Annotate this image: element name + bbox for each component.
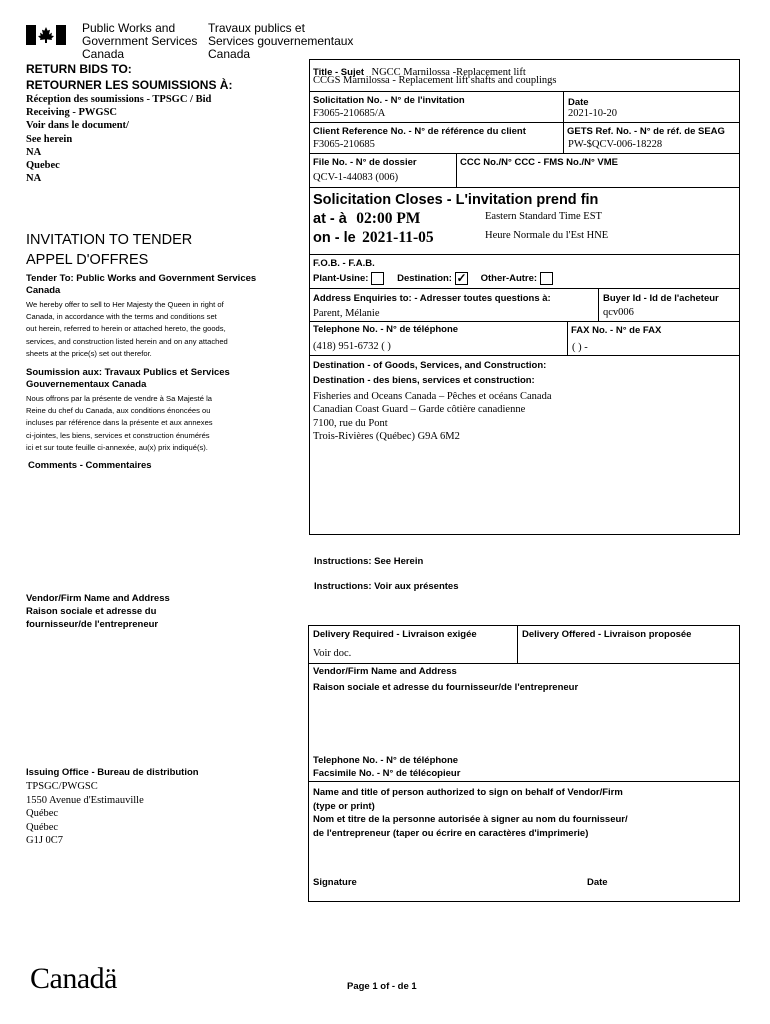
vendor-name-address-label: Vendor/Firm Name and Address Raison sociale et adresse du fournisseur/de l'entrepreneur xyxy=(26,593,170,630)
file-no-value: QCV-1-44083 (006) xyxy=(313,172,399,183)
page-number: Page 1 of - de 1 xyxy=(347,981,417,992)
instructions-fr: Instructions: Voir aux présentes xyxy=(314,581,459,592)
title-value-line2: CCGS Marnilossa - Replacement lift shafts and couplings xyxy=(313,75,557,86)
closing-date: on - le 2021-11-05 xyxy=(313,229,434,246)
title-value: NGCC Marnilossa -Replacement lift xyxy=(371,67,526,78)
other-autre-checkbox[interactable] xyxy=(540,272,553,285)
client-ref-label: Client Reference No. - N° de référence du client xyxy=(313,126,526,137)
buyer-id-label: Buyer Id - Id de l'acheteur xyxy=(603,293,719,304)
gets-ref-label: GETS Ref. No. - N° de réf. de SEAG xyxy=(567,126,725,137)
date-label: Date xyxy=(568,97,589,108)
comments-label: Comments - Commentaires xyxy=(28,460,152,471)
file-no-label: File No. - N° de dossier xyxy=(313,157,417,168)
solicitation-closes-title: Solicitation Closes - L'invitation prend fin xyxy=(313,192,599,208)
vendor-fax-label: Facsimile No. - N° de télécopieur xyxy=(313,768,461,779)
fob-options: Plant-Usine: Destination: ✓ Other-Autre: xyxy=(313,272,557,286)
tender-to: Tender To: Public Works and Government Services Canada xyxy=(26,273,257,296)
solicitation-no-value: F3065-210685/A xyxy=(313,108,386,119)
destination-label-fr: Destination - des biens, services et construction: xyxy=(313,375,535,386)
destination-address: Fisheries and Oceans Canada – Pêches et océans Canada Canadian Coast Guard – Garde côtière canadienne 7100, rue du Pont Trois-Rivières (Québec) G9A 6M2 xyxy=(313,391,552,442)
title-label: Title - Sujet xyxy=(313,67,365,78)
canada-wordmark: Canadä xyxy=(30,962,117,995)
fax-value: ( ) - xyxy=(572,342,588,353)
signature-label: Signature xyxy=(313,877,357,888)
plant-usine-checkbox[interactable] xyxy=(371,272,384,285)
return-bids-address: Réception des soumissions - TPSGC / Bid Receiving - PWGSC Voir dans le document/ See herein NA Quebec NA xyxy=(26,94,212,185)
vendor-telephone-label: Telephone No. - N° de téléphone xyxy=(313,755,459,766)
return-bids-title: RETURN BIDS TO: RETOURNER LES SOUMISSIONS À: xyxy=(26,62,233,92)
buyer-id-value: qcv006 xyxy=(603,307,634,318)
department-name-fr: Travaux publics et Services gouvernementaux Canada xyxy=(208,21,354,61)
delivery-required-value: Voir doc. xyxy=(313,648,352,659)
instructions-en: Instructions: See Herein xyxy=(314,556,424,567)
destination-label-en: Destination - of Goods, Services, and Construction: xyxy=(313,360,547,371)
delivery-required-label: Delivery Required - Livraison exigée xyxy=(313,629,477,640)
issuing-office-address: TPSGC/PWGSC 1550 Avenue d'Estimauville Québec Québec G1J 0C7 xyxy=(26,781,144,846)
telephone-value: (418) 951-6732 ( ) xyxy=(313,341,391,352)
address-enquiries-label: Address Enquiries to: - Adresser toutes questions à: xyxy=(313,293,551,304)
department-name-en: Public Works and Government Services Canada xyxy=(82,21,198,61)
authorized-signatory-label: Name and title of person authorized to sign on behalf of Vendor/Firm (type or print) Nom et titre de la personne autorisée à signer au nom du fournisseur/ de l'entrepreneur (taper ou écrire en caractères d'imprimerie) xyxy=(313,787,628,839)
address-enquiries-value: Parent, Mélanie xyxy=(313,308,380,319)
solicitation-no-label: Solicitation No. - N° de l'invitation xyxy=(313,95,465,106)
date-signed-label: Date xyxy=(587,877,608,888)
vendor-name-label-en: Vendor/Firm Name and Address xyxy=(313,666,457,677)
soumission-aux: Soumission aux: Travaux Publics et Services Gouvernementaux Canada xyxy=(26,367,230,390)
issuing-office-label: Issuing Office - Bureau de distribution xyxy=(26,767,199,778)
offer-text: We hereby offer to sell to Her Majesty the Queen in right of Canada, in accordance with the terms and conditions set out herein, referred to herein or attached hereto, the goods, services, and construction listed herein and on any attached sheets at the price(s) set out therefor. xyxy=(26,300,228,358)
canada-flag-icon xyxy=(26,25,66,45)
delivery-offered-label: Delivery Offered - Livraison proposée xyxy=(522,629,692,640)
timezone-en: Eastern Standard Time EST xyxy=(485,211,602,222)
gets-ref-value: PW-$QCV-006-18228 xyxy=(568,139,663,150)
closing-time: at - à 02:00 PM xyxy=(313,210,421,227)
fob-label: F.O.B. - F.A.B. xyxy=(313,258,375,269)
vendor-name-label-fr: Raison sociale et adresse du fournisseur/de l'entrepreneur xyxy=(313,682,579,693)
date-value: 2021-10-20 xyxy=(568,108,617,119)
client-ref-value: F3065-210685 xyxy=(313,139,375,150)
destination-checkbox[interactable]: ✓ xyxy=(456,271,467,285)
fax-label: FAX No. - N° de FAX xyxy=(571,325,662,336)
offre-text: Nous offrons par la présente de vendre à Sa Majesté la Reine du chef du Canada, aux conditions énoncées ou incluses par référence dans la présente et aux annexes ci-jointes, les biens, services et construction énumérés ici et sur toute feuille ci-annexée, au(x) prix indiqué(s). xyxy=(26,394,213,452)
telephone-label: Telephone No. - N° de téléphone xyxy=(313,324,459,335)
ccc-no-label: CCC No./N° CCC - FMS No./N° VME xyxy=(460,157,619,168)
invitation-title: INVITATION TO TENDER APPEL D'OFFRES xyxy=(26,232,193,268)
timezone-fr: Heure Normale du l'Est HNE xyxy=(485,230,609,241)
